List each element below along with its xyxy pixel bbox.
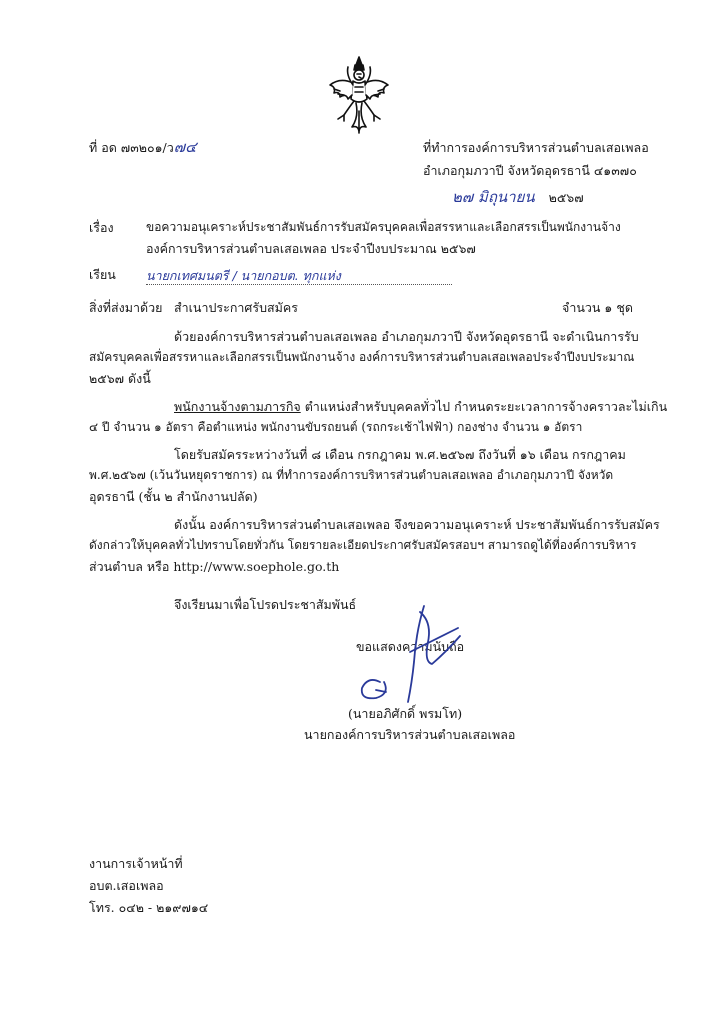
paragraph-intro-line1: ด้วยองค์การบริหารส่วนตำบลเสอเพลอ อำเภอกุมภวาปี จังหวัดอุดรธานี จะดำเนินการรับ <box>174 329 639 344</box>
closing-request: จึงเรียนมาเพื่อโปรดประชาสัมพันธ์ <box>174 597 357 612</box>
paragraph-dates-line1: โดยรับสมัครระหว่างวันที่ ๘ เดือน กรกฎาคม พ.ศ.๒๕๖๗ ถึงวันที่ ๑๖ เดือน กรกฎาคม <box>174 447 626 462</box>
enclosure-count: จำนวน ๑ ชุด <box>562 300 633 315</box>
salutation-handwritten: นายกเทศมนตรี / นายกอบต. ทุกแห่ง <box>146 268 341 283</box>
paragraph-position-line2: ๔ ปี จำนวน ๑ อัตรา คือตำแหน่ง พนักงานขับรถยนต์ (รถกระเช้าไฟฟ้า) กองช่าง จำนวน ๑ อัตรา <box>89 420 583 434</box>
closing-respect: ขอแสดงความนับถือ <box>356 639 465 654</box>
salutation-label: เรียน <box>89 267 116 282</box>
paragraph-position <box>89 396 668 438</box>
garuda-emblem-icon <box>326 55 392 137</box>
paragraph-request-line2: ดังกล่าวให้บุคคลทั่วไปทราบโดยทั่วกัน โดยรายละเอียดประกาศรับสมัครสอบฯ สามารถดูได้ที่องค์การบริหาร <box>89 538 637 552</box>
subject-label: เรื่อง <box>89 220 114 235</box>
position-heading: พนักงานจ้างตามภารกิจ <box>174 399 301 414</box>
footer-organization: อบต.เสอเพลอ <box>89 878 164 893</box>
paragraph-intro-line3: ๒๕๖๗ ดังนี้ <box>89 371 151 386</box>
paragraph-request-line1: ดังนั้น องค์การบริหารส่วนตำบลเสอเพลอ จึงขอความอนุเคราะห์ ประชาสัมพันธ์การรับสมัคร <box>174 517 660 532</box>
letter-date <box>452 188 584 207</box>
subject-line1: ขอความอนุเคราะห์ประชาสัมพันธ์การรับสมัครบุคคลเพื่อสรรหาและเลือกสรรเป็นพนักงานจ้าง <box>146 220 621 234</box>
paragraph-intro-line2: สมัครบุคคลเพื่อสรรหาและเลือกสรรเป็นพนักงานจ้าง องค์การบริหารส่วนตำบลเสอเพลอประจำปีงบประมาณ <box>89 350 635 364</box>
enclosure-value: สำเนาประกาศรับสมัคร <box>174 300 298 315</box>
position-line1-rest: ตำแหน่งสำหรับบุคคลทั่วไป กำหนดระยะเวลาการจ้างคราวละไม่เกิน <box>300 399 668 414</box>
paragraph-dates-line2: พ.ศ.๒๕๖๗ (เว้นวันหยุดราชการ) ณ ที่ทำการองค์การบริหารส่วนตำบลเสอเพลอ อำเภอกุมภวาปี จังหวัด <box>89 468 614 482</box>
reference-prefix: ที่ อด ๗๓๒๐๑/ว <box>89 140 174 155</box>
signer-title: นายกองค์การบริหารส่วนตำบลเสอเพลอ <box>304 727 516 742</box>
sender-address-line1: ที่ทำการองค์การบริหารส่วนตำบลเสอเพลอ <box>423 140 649 155</box>
paragraph-request-line3: ส่วนตำบล หรือ http://www.soephole.go.th <box>89 559 340 574</box>
paragraph-dates <box>89 444 635 507</box>
paragraph-position-line1 <box>89 396 668 417</box>
signer-name: (นายอภิศักดิ์ พรมโท) <box>348 706 463 721</box>
date-handwritten: ๒๗ มิถุนายน <box>452 188 535 206</box>
subject-line2: องค์การบริหารส่วนตำบลเสอเพลอ ประจำปีงบประมาณ ๒๕๖๗ <box>146 241 476 256</box>
reference-number <box>89 138 196 157</box>
sender-address-line2: อำเภอกุมภวาปี จังหวัดอุดรธานี ๔๑๓๗๐ <box>423 163 637 178</box>
reference-handwritten: ๗๔ <box>173 138 197 156</box>
signature-icon <box>350 602 465 712</box>
paragraph-dates-line3: อุดรธานี (ชั้น ๒ สำนักงานปลัด) <box>89 489 258 504</box>
salutation-line <box>146 265 452 285</box>
footer-phone: โทร. ๐๔๒ - ๒๑๙๗๑๔ <box>89 900 209 915</box>
date-year: ๒๕๖๗ <box>548 190 584 205</box>
footer-department: งานการเจ้าหน้าที่ <box>89 856 183 871</box>
paragraph-request <box>89 514 660 577</box>
enclosure-label: สิ่งที่ส่งมาด้วย <box>89 300 163 315</box>
paragraph-intro <box>89 326 639 389</box>
